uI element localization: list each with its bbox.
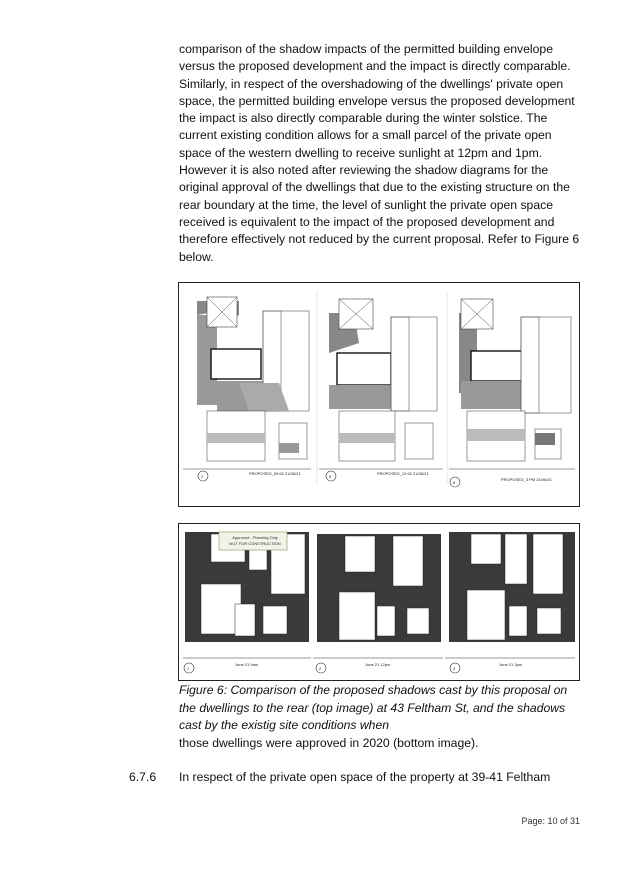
caption-last-line: those dwellings were approved in 2020 (bottom image). xyxy=(179,735,479,750)
paragraph-line: However it is also noted after reviewing the shadow diagrams for the xyxy=(179,163,549,178)
paragraph-line: space of the western dwelling to receive sunlight at 12pm and 1pm. xyxy=(179,145,543,160)
proposed-diagrams-svg xyxy=(179,283,579,506)
shadow-diagram-proposed xyxy=(178,282,580,507)
caption-line: cast by the existig site conditions when xyxy=(179,718,390,732)
paragraph-line: therefore effectively not reduced by the current proposal. Refer to Figure 6 xyxy=(179,232,580,247)
section-text: In respect of the private open space of the property at 39-41 Feltham xyxy=(179,770,551,784)
proposed-panel-2 xyxy=(319,299,443,481)
body-paragraph xyxy=(179,41,581,266)
approved-panel-1-label: June 21 9am xyxy=(235,662,259,667)
proposed-panel-3 xyxy=(449,299,575,487)
figure-caption xyxy=(179,682,589,752)
approved-panel-3-label: June 21 3pm xyxy=(499,662,523,667)
proposed-panel-3-number: 8 xyxy=(453,480,456,485)
proposed-panel-2-number: 5 xyxy=(329,474,332,479)
approved-panel-2-number: 2 xyxy=(319,666,322,671)
paragraph-line: below. xyxy=(179,249,214,264)
paragraph-line: original approval of the dwellings that due to the existing structure on the xyxy=(179,180,570,195)
shadow-diagram-approved xyxy=(178,523,580,681)
proposed-panel-3-label: PROPOSED_3 PM 21/06/21 xyxy=(501,477,552,482)
approved-panel-3 xyxy=(445,532,575,673)
proposed-panel-2-label: PROPOSED_12:00 21/06/21 xyxy=(377,471,429,476)
paragraph-line: space, the permitted building envelope versus the proposed development xyxy=(179,93,575,108)
proposed-panel-1-number: 2 xyxy=(201,474,204,479)
page-number: Page: 10 of 31 xyxy=(521,816,580,826)
paragraph-line: the impact is also directly comparable during the winter solstice. The xyxy=(179,111,548,126)
approved-panel-1-number: 1 xyxy=(187,666,190,671)
paragraph-line: Similarly, in respect of the overshadowing of the dwellings' private open xyxy=(179,76,564,91)
approval-stamp-line2: NOT FOR CONSTRUCTION xyxy=(229,541,281,546)
caption-line: the dwellings to the rear (top image) at 43 Feltham St, and the shadows xyxy=(179,700,566,715)
paragraph-line: current existing condition allows for a small parcel of the private open xyxy=(179,128,552,143)
approved-diagrams-svg xyxy=(179,524,579,680)
paragraph-line: received is equivalent to the impact of the proposed development and xyxy=(179,214,555,229)
section-number: 6.7.6 xyxy=(129,770,157,784)
paragraph-line: rear boundary at the time, the level of sunlight the private open space xyxy=(179,197,553,212)
approved-panel-3-number: 3 xyxy=(453,666,456,671)
approved-panel-2 xyxy=(313,534,443,673)
caption-line: Figure 6: Comparison of the proposed shadows cast by this proposal on xyxy=(179,683,568,697)
paragraph-line: comparison of the shadow impacts of the permitted building envelope xyxy=(179,42,553,56)
proposed-panel-1 xyxy=(183,297,311,481)
approval-stamp-line1: Approved - Planning Only xyxy=(232,535,278,540)
proposed-panel-1-label: PROPOSED_09:00 21/06/21 xyxy=(249,471,301,476)
approved-panel-1 xyxy=(183,532,311,673)
paragraph-line: versus the proposed development and the impact is directly comparable. xyxy=(179,59,571,74)
approved-panel-2-label: June 21 12pm xyxy=(365,662,391,667)
